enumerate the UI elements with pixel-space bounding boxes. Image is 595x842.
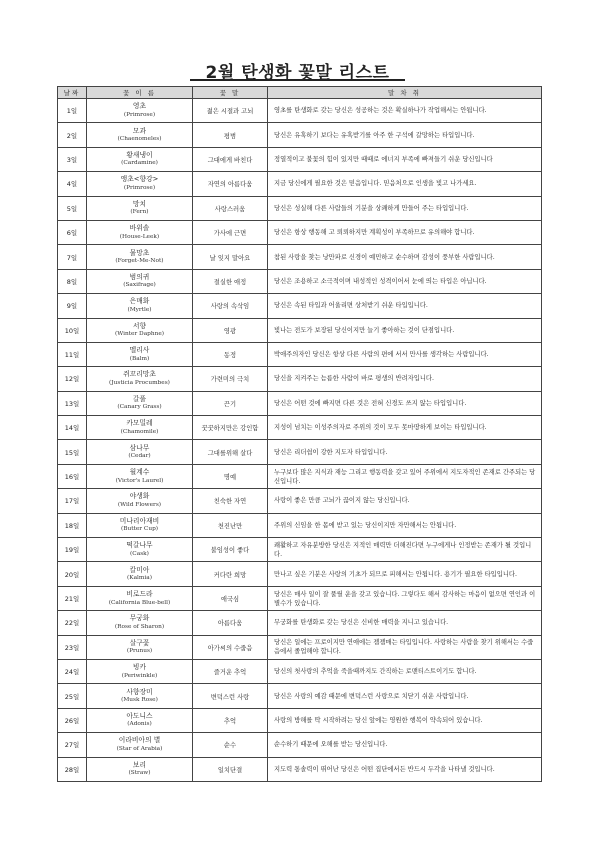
flower-name-korean: 물망초 [129, 248, 150, 257]
flower-name-cell [87, 172, 193, 196]
table-row [58, 562, 542, 586]
flower-meaning-cell: 날 잊지 말아요 [193, 245, 268, 269]
flower-name-cell [87, 611, 193, 635]
flower-name-cell [87, 635, 193, 659]
flower-name-english: (Cask) [130, 550, 149, 557]
flower-name-cell [87, 562, 193, 586]
flower-meaning-cell: 추억 [193, 708, 268, 732]
flower-name-cell [87, 318, 193, 342]
flower-name-cell [87, 367, 193, 391]
flower-name-english: (Winter Daphne) [114, 331, 165, 338]
table-row [58, 123, 542, 147]
flower-meaning-cell: 아름다움 [193, 611, 268, 635]
day-cell: 22일 [58, 611, 87, 635]
table-row [58, 147, 542, 171]
flower-meaning-cell: 애국심 [193, 586, 268, 610]
flower-name-cell [87, 123, 193, 147]
table-row [58, 391, 542, 415]
flower-meaning-cell: 동정 [193, 342, 268, 366]
page-title: 2월 탄생화 꽃말 리스트 [205, 63, 390, 83]
description-cell: 영초를 탄생화로 갖는 당신은 성공하는 것은 확실하나가 작업해서는 안됩니다. [268, 99, 542, 123]
flower-name-cell [87, 538, 193, 562]
flower-name-english: (Periwinkle) [121, 672, 158, 679]
table-row [58, 513, 542, 537]
flower-name-cell [87, 513, 193, 537]
flower-name-english: (California Blue-bell) [108, 599, 171, 606]
day-cell: 16일 [58, 464, 87, 488]
day-cell: 24일 [58, 659, 87, 683]
description-cell: 당신은 유혹하기 보다는 유혹받기를 아주 한 구석에 갈망하는 타입입니다. [268, 123, 542, 147]
flower-meaning-cell: 평범 [193, 123, 268, 147]
flower-name-cell [87, 464, 193, 488]
flower-name-english: (Cedar) [128, 453, 151, 460]
flower-name-english: (Star of Arabia) [116, 745, 163, 752]
flower-name-korean: 무궁화 [129, 614, 150, 623]
flower-meaning-cell: 가사에 근면 [193, 220, 268, 244]
flower-meaning-cell: 사랑의 속삭임 [193, 294, 268, 318]
flower-name-korean: 이라비아의 별 [118, 736, 161, 745]
day-cell: 20일 [58, 562, 87, 586]
flower-name-english: (Musk Rose) [121, 697, 158, 704]
description-cell: 만나고 싶은 기분은 사랑의 기초가 되므로 피해서는 안됩니다. 용기가 필요한 타입입니다. [268, 562, 542, 586]
flower-meaning-cell: 사랑스러움 [193, 196, 268, 220]
flower-name-korean: 사향장미 [126, 687, 153, 696]
flower-name-korean: 앵초<향강> [120, 175, 159, 184]
description-cell: 당신은 항상 행동해 고 뢰뢰하지만 계획성이 부족하므로 유의해야 합니다. [268, 220, 542, 244]
flower-meaning-cell: 영광 [193, 318, 268, 342]
flower-name-english: (Primrose) [123, 111, 156, 118]
flower-name-korean: 쥐꼬리망초 [123, 370, 156, 379]
day-cell: 4일 [58, 172, 87, 196]
day-cell: 28일 [58, 757, 87, 781]
flower-name-cell [87, 708, 193, 732]
day-cell: 8일 [58, 269, 87, 293]
flower-meaning-cell: 일치단결 [193, 757, 268, 781]
flower-meaning-cell: 순수 [193, 733, 268, 757]
description-cell: 무궁화를 탄생화로 갖는 당신은 신비한 매력을 지니고 있습니다. [268, 611, 542, 635]
flower-name-korean: 서향 [132, 321, 147, 330]
flower-name-cell [87, 733, 193, 757]
description-cell: 지금 당신에게 필요한 것은 믿음입니다. 믿음처으로 인생을 빛고 나가세요. [268, 172, 542, 196]
description-cell: 당신을 지켜주는 늠름한 사람이 바로 평생의 반려자입니다. [268, 367, 542, 391]
day-cell: 7일 [58, 245, 87, 269]
flower-name-cell [87, 757, 193, 781]
flower-name-english: (Balm) [129, 355, 150, 362]
flower-name-cell [87, 99, 193, 123]
description-cell: 당신은 어떤 것에 빠지면 다른 것은 전혀 신경도 쓰지 않는 타입입니다. [268, 391, 542, 415]
table-row [58, 99, 542, 123]
day-cell: 21일 [58, 586, 87, 610]
flower-name-cell [87, 416, 193, 440]
description-cell: 박애주의자인 당신은 항상 다른 사람의 편에 서서 만사를 생각하는 사람입니다. [268, 342, 542, 366]
birth-flower-table [57, 86, 542, 782]
flower-name-english: (Primrose) [123, 184, 156, 191]
description-cell: 당신은 매사 일이 잘 풀릴 운을 갖고 있습니다. 그렇다도 해서 감사하는 마음이 없으면 연인과 이별수가 있습니다. [268, 586, 542, 610]
flower-name-cell [87, 391, 193, 415]
table-row [58, 489, 542, 513]
day-cell: 23일 [58, 635, 87, 659]
description-cell: 참된 사랑을 찾는 낭만파로 신경이 예민하고 순수하며 감성이 풍부한 사람입니다. [268, 245, 542, 269]
flower-name-english: (Wild Flowers) [117, 501, 162, 508]
day-cell: 19일 [58, 538, 87, 562]
day-cell: 11일 [58, 342, 87, 366]
description-cell: 순수하기 때문에 오해를 받는 당신입니다. [268, 733, 542, 757]
day-cell: 13일 [58, 391, 87, 415]
day-cell: 17일 [58, 489, 87, 513]
description-cell: 당신의 첫사랑의 추억을 죽을때까지도 간직하는 로맨티스트이기도 합니다. [268, 659, 542, 683]
header-flower-name: 꽃 이 름 [87, 87, 193, 99]
flower-name-korean: 망치 [132, 199, 147, 208]
description-cell: 당신은 성실해 다른 사람들의 기분을 상쾌하게 만들어 주는 타입입니다. [268, 196, 542, 220]
flower-name-korean: 아도니스 [126, 711, 153, 720]
table-row [58, 684, 542, 708]
description-cell: 쾌활하고 자유분방한 당신은 지적인 매력만 더해진다면 누구에게나 인정받는 존재가 될 것입니다. [268, 538, 542, 562]
flower-name-cell [87, 294, 193, 318]
flower-name-korean: 살구꽃 [129, 638, 150, 647]
flower-name-cell [87, 684, 193, 708]
flower-name-english: (Cardamine) [121, 160, 158, 167]
description-cell: 지성이 넘치는 이성주의자로 주위의 것이 모두 못마땅하게 보이는 타입입니다. [268, 416, 542, 440]
flower-name-cell [87, 196, 193, 220]
flower-name-korean: 영초 [132, 102, 147, 111]
flower-meaning-cell: 절실한 애정 [193, 269, 268, 293]
table-row [58, 757, 542, 781]
day-cell: 27일 [58, 733, 87, 757]
flower-name-cell [87, 586, 193, 610]
flower-name-cell [87, 342, 193, 366]
description-cell: 사랑이 좋은 만큼 고뇌가 끊이지 않는 당신입니다. [268, 489, 542, 513]
flower-name-english: (Rose of Sharon) [114, 623, 165, 630]
flower-name-english: (Victor's Laurel) [115, 477, 164, 484]
flower-name-english: (Straw) [128, 770, 151, 777]
day-cell: 5일 [58, 196, 87, 220]
flower-meaning-cell: 커다란 희망 [193, 562, 268, 586]
flower-name-english: (Saxifrage) [123, 282, 156, 289]
day-cell: 10일 [58, 318, 87, 342]
flower-name-english: (Kalmia) [127, 575, 152, 582]
day-cell: 3일 [58, 147, 87, 171]
flower-meaning-cell: 젊은 시절과 고뇌 [193, 99, 268, 123]
flower-name-korean: 범의귀 [129, 272, 150, 281]
day-cell: 9일 [58, 294, 87, 318]
flower-meaning-cell: 천진난만 [193, 513, 268, 537]
day-cell: 14일 [58, 416, 87, 440]
flower-name-english: (Prunus) [126, 648, 153, 655]
flower-name-korean: 칼미아 [129, 565, 150, 574]
flower-name-cell [87, 220, 193, 244]
flower-meaning-cell: 자연의 아름다움 [193, 172, 268, 196]
flower-name-korean: 보리 [132, 760, 147, 769]
flower-name-korean: 삼나무 [129, 443, 150, 452]
header-date: 날짜 [58, 87, 87, 99]
day-cell: 15일 [58, 440, 87, 464]
flower-name-english: (Adonis) [127, 721, 152, 728]
description-cell: 빛나는 전도가 보장된 당신이지만 늘기 좋아하는 것이 단점입니다. [268, 318, 542, 342]
table-row [58, 659, 542, 683]
day-cell: 18일 [58, 513, 87, 537]
flower-name-english: (Butter Cup) [120, 526, 159, 533]
flower-name-english: (Forget-Me-Not) [115, 258, 164, 265]
table-row [58, 586, 542, 610]
description-cell: 주위의 신임을 한 몸에 받고 있는 당신이지만 자만해서는 안됩니다. [268, 513, 542, 537]
flower-name-english: (Fern) [130, 209, 149, 216]
table-row [58, 245, 542, 269]
description-cell: 정열적이고 불꽃의 힘이 있지만 때때로 에너지 부족에 빠져들기 쉬운 당신입니다 [268, 147, 542, 171]
table-row [58, 294, 542, 318]
flower-meaning-cell: 끈기 [193, 391, 268, 415]
day-cell: 25일 [58, 684, 87, 708]
flower-name-korean: 비로드라 [126, 590, 153, 598]
flower-meaning-cell: 꿋꿋하지만은 강인함 [193, 416, 268, 440]
flower-meaning-cell: 변덕스런 사랑 [193, 684, 268, 708]
flower-meaning-cell: 명예 [193, 464, 268, 488]
description-cell: 지도력 통솔력이 뛰어난 당신은 어떤 집단에서든 반드시 두각을 나타낼 것입니다. [268, 757, 542, 781]
flower-name-cell [87, 659, 193, 683]
table-row [58, 342, 542, 366]
table-row [58, 440, 542, 464]
flower-meaning-cell: 친숙한 자연 [193, 489, 268, 513]
flower-name-korean: 모과 [132, 126, 147, 135]
flower-name-cell [87, 269, 193, 293]
day-cell: 2일 [58, 123, 87, 147]
flower-name-korean: 갈풀 [132, 394, 147, 403]
day-cell: 6일 [58, 220, 87, 244]
table-row [58, 708, 542, 732]
header-flower-meaning: 꽃 말 [193, 87, 268, 99]
description-cell: 당신은 일에는 프로이지만 연애에는 젬젬매는 타입입니다. 사랑하는 사람을 찾기 위해서는 수줍음에서 졸업해야 합니다. [268, 635, 542, 659]
flower-name-korean: 월계수 [129, 468, 150, 477]
flower-meaning-cell: 그대를위해 살다 [193, 440, 268, 464]
flower-name-korean: 미나리아재비 [119, 516, 160, 525]
table-row [58, 318, 542, 342]
flower-name-korean: 떡갈나무 [126, 541, 153, 550]
day-cell: 1일 [58, 99, 87, 123]
description-cell: 당신은 조용하고 소극적이며 내성적인 성격이어서 눈에 띄는 타입은 아닙니다. [268, 269, 542, 293]
day-cell: 12일 [58, 367, 87, 391]
table-row [58, 611, 542, 635]
header-description: 말 차 취 [268, 87, 542, 99]
flower-name-english: (Chamomile) [120, 428, 159, 435]
flower-name-english: (Canary Grass) [117, 404, 162, 411]
table-row [58, 196, 542, 220]
flower-name-cell [87, 440, 193, 464]
table-row [58, 733, 542, 757]
flower-meaning-cell: 아가씨의 수줍음 [193, 635, 268, 659]
table-row [58, 269, 542, 293]
flower-name-cell [87, 245, 193, 269]
flower-meaning-cell: 불임성이 좋다 [193, 538, 268, 562]
flower-meaning-cell: 즐거운 추억 [193, 659, 268, 683]
table-row [58, 635, 542, 659]
table-row [58, 538, 542, 562]
flower-name-korean: 야생화 [129, 492, 150, 501]
flower-name-korean: 멜리사 [129, 346, 150, 355]
flower-name-english: (House-Leek) [119, 233, 160, 240]
flower-name-korean: 빙카 [132, 663, 147, 672]
table-row [58, 220, 542, 244]
description-cell: 당신은 사랑의 예감 때문에 변덕스런 사랑으로 치닫기 쉬운 사람입니다. [268, 684, 542, 708]
description-cell: 사랑의 방해를 딱 시작하려는 당신 앞에는 영원한 행복이 약속되어 있습니다. [268, 708, 542, 732]
flower-name-korean: 바위솔 [129, 224, 150, 233]
flower-name-english: (Myrtle) [127, 306, 152, 313]
flower-name-cell [87, 489, 193, 513]
flower-name-korean: 황새냉이 [126, 150, 153, 159]
day-cell: 26일 [58, 708, 87, 732]
title-underline [190, 79, 405, 81]
flower-meaning-cell: 그대에게 바친다 [193, 147, 268, 171]
table-row [58, 367, 542, 391]
table-row [58, 416, 542, 440]
flower-name-cell [87, 147, 193, 171]
flower-name-english: (Chaenomeles) [117, 136, 162, 143]
description-cell: 당신은 속된 타입과 어울리면 상처받기 쉬운 타입입니다. [268, 294, 542, 318]
description-cell: 누구보다 많은 지식과 재능 그리고 행동력을 갖고 있어 주위에서 지도자적인 존재로 간주되는 당신입니다. [268, 464, 542, 488]
flower-name-korean: 은매화 [129, 297, 150, 306]
description-cell: 당신은 리더쉽이 강한 지도자 타입입니다. [268, 440, 542, 464]
flower-name-english: (Justicia Procumbes) [109, 379, 170, 386]
flower-name-korean: 카모밀레 [126, 419, 153, 428]
flower-meaning-cell: 가련미의 극치 [193, 367, 268, 391]
table-row [58, 172, 542, 196]
table-row [58, 464, 542, 488]
header-row [58, 87, 542, 99]
